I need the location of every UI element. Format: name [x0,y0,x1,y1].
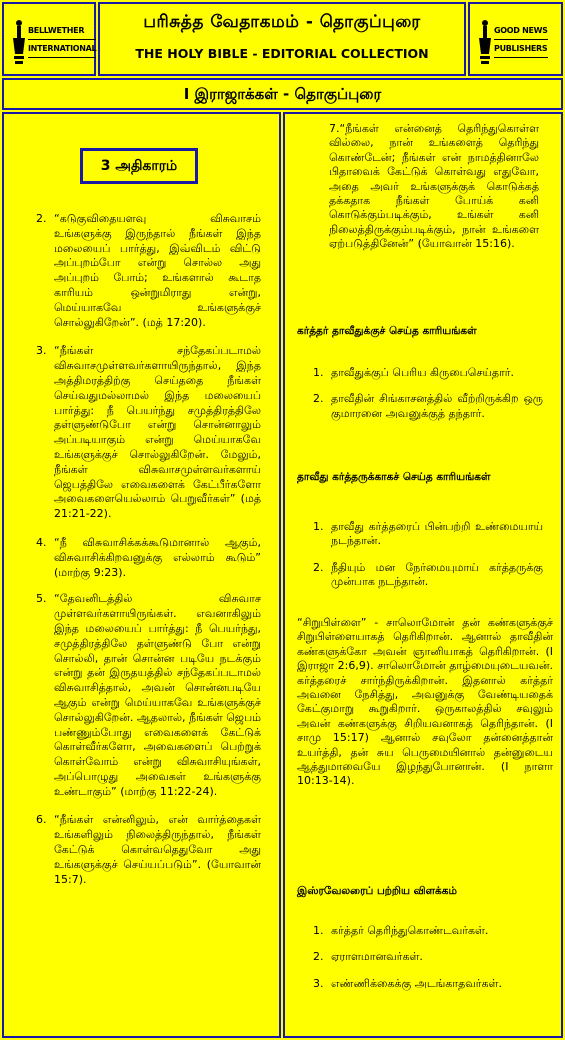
verse-7: 7.“நீங்கள் என்னைத் தெரிந்துகொள்ள வில்லை, நான் உங்களைத் தெரிந்து கொண்டேன்; நீங்கள் என் நாமத்தினாலே பிதாவைக் கேட்டுக் கொள்வது எதுவோ, அதை அவர் உங்களுக்குக் கொடுக்கத் தக்கதாக நீங்கள் போய்க் கனி கொடுக்கும்படிக்கும், உங்கள் கனி நிலைத்திருக்கும்படிக்கும், நான் உங்களை ஏற்படுத்தினேன்” (யோவான் 15:16). [329,122,539,251]
verse-text: “கடுகுவிதையளவு விசுவாசம் உங்களுக்கு இருந்தால் நீங்கள் இந்த மலையைப் பார்த்து, இவ்விடம் விட்டு அப்புறம்போ என்று சொல்ல அது அப்புறம் போம்; உங்களால் கூடாத காரியம் ஒன்றுமிராது என்று, மெய்யாகவே உங்களுக்குச் சொல்லுகிறேன்”. (மத் 17:20). [54,212,261,329]
section-heading: இஸ்ரவேலரைப் பற்றிய விளக்கம் [297,885,457,897]
list-number: 1. [313,366,324,379]
list-number: 2. [313,560,324,574]
list-number: 2. [313,950,324,964]
header-title-box [98,2,466,76]
david-deeds-list [285,520,557,602]
logo-text-line: PUBLISHERS [494,40,548,58]
verse-text: “தேவனிடத்தில் விசுவாச முள்ளவர்களாயிருங்கள். எவனாகிலும் இந்த மலையைப் பார்த்து: நீ பெயர்ந்து, சமுத்திரத்திலே தள்ளுண்டு போ என்று சொல்லி, தான் சொன்ன படியே நடக்கும் என்று தன் இருதயத்தில் சந்தேகப்படாமல் விசுவாசித்தால், அவன் சொன்னபடியே ஆகும் என்று மெய்யாகவே உங்களுக்குச் சொல்லுகிறேன். ஆதலால், நீங்கள் ஜெபம் பண்ணும்போது எவைகளைக் கேட்டுக் கொள்வீர்களோ, அவைகளைப் பெற்றுக் கொள்வோம் என்று விசுவாசியுங்கள், அப்பொழுது அவைகள் உங்களுக்கு உண்டாகும்” (மாற்கு 11:22-24). [54,592,261,798]
section-heading: கர்த்தர் தாவீதுக்குச் செய்த காரியங்கள் [297,325,477,337]
list-number: 3. [313,976,324,990]
list-text: எண்ணிக்கைக்கு அடங்காதவர்கள். [331,976,502,990]
book-title-bar [2,78,563,110]
bell-figure-icon [12,18,26,66]
list-item [285,950,557,964]
verse-text: “நீங்கள் சந்தேகப்படாமல் விசுவாசமுள்ளவர்களாயிருந்தால், இந்த அத்திமரத்திற்கு செய்ததை நீங்கள் செய்வதுமல்லாமல் இந்த மலையைப் பார்த்து: நீ பெயர்ந்து சமுத்திரத்திலே தள்ளுண்டுபோ என்று சொன்னாலும் அப்படியாகும் என்று மெய்யாகவே உங்களுக்குச் சொல்லுகிறேன். மேலும், நீங்கள் விசுவாசமுள்ளவர்களாய் ஜெபத்திலே எவைகளைக் கேட்பீர்களோ அவைகளையெல்லாம் பெறுவீர்கள்” (மத் 21:21-22). [54,344,261,521]
list-number: 1. [313,924,324,937]
english-title: THE HOLY BIBLE - EDITORIAL COLLECTION [135,46,429,61]
left-column [2,112,281,1038]
verse-number: 6. [36,813,47,827]
list-text: தாவீதின் சிங்காசனத்தில் வீற்றிருக்கிற ஒரு குமாரனை அவனுக்குத் தந்தார். [331,392,543,420]
list-number: 1. [313,520,324,533]
list-item [285,366,557,380]
publisher-logo-left [2,2,96,76]
list-item [4,592,279,799]
verse-text: “நீ விசுவாசிக்கக்கூடுமானால் ஆகும், விசுவாசிக்கிறவனுக்கு எல்லாம் கூடும்” (மாற்கு 9:23). [54,535,261,579]
tamil-title: பரிசுத்த வேதாகமம் - தொகுப்புரை [143,12,421,32]
list-item [285,520,557,549]
verse-list [4,212,279,901]
list-text: நீதியும் மன நேர்மையுமாய் கர்த்தருக்கு முன்பாக நடந்தான். [331,560,543,589]
verse-number: 5. [36,592,47,606]
list-item [4,536,279,580]
bell-figure-icon [478,18,492,66]
logo-text-line: BELLWETHER [28,22,96,40]
list-text: ஏராளமானவர்கள். [331,950,423,964]
list-item [4,344,279,522]
verse-number: 2. [36,212,47,225]
list-text: தாவீது கர்த்தரைப் பின்பற்றி உண்மையாய் நடந்தான். [331,520,543,548]
logo-text-line: INTERNATIONAL [28,40,96,58]
logo-text-line: GOOD NEWS [494,22,548,40]
list-item [285,977,557,991]
verse-number: 3. [36,344,47,358]
verse-number: 4. [36,535,47,549]
bellwether-logo [10,12,97,70]
list-item [4,212,279,330]
list-item [285,924,557,938]
list-text: கர்த்தர் தெரிந்துகொண்டவர்கள். [331,924,489,937]
right-column [283,112,563,1038]
list-item [285,561,557,590]
section-heading: தாவீது கர்த்தருக்காகச் செய்த காரியங்கள் [297,471,491,483]
list-number: 2. [313,392,324,406]
good-news-logo [476,12,556,70]
israel-list [285,924,557,1003]
list-item [285,392,557,421]
david-blessings-list [285,366,557,433]
book-title: I இராஜாக்கள் - தொகுப்புரை [183,85,382,103]
list-text: தாவீதுக்குப் பெரிய கிருபைசெய்தார். [331,366,515,379]
chapter-label: 3 அதிகாரம் [80,148,198,184]
verse-text: “நீங்கள் என்னிலும், என் வார்த்தைகள் உங்களிலும் நிலைத்திருந்தால், நீங்கள் கேட்டுக் கொள்வதெதுவோ அது உங்களுக்குச் செய்யப்படும்”. (யோவான் 15:7). [54,813,261,886]
publisher-logo-right [468,2,563,76]
list-item [4,813,279,887]
commentary-paragraph: “சிறுபிள்ளை” - சாலொமோன் தன் கண்களுக்குச் சிறுபிள்ளையாகத் தெரிகிறான். ஆனால் தாவீதின் கண்களுக்கோ அவன் ஞானியாகத் தெரிகிறான். (I இராஜா 2:6,9). சாலொமோன் தாழ்மையுடையவன். கர்த்தரைச் சார்ந்திருக்கிறான். இதனால் கர்த்தர் அவனை நேசித்து, அவனுக்கு வேண்டியதைக் கேட்குமாறு கூறுகிறார். ஒருகாலத்தில் சவுலும் அவன் கண்களுக்கு சிறியவனாகத் தெரிந்தான். (I சாமு 15:17) ஆனால் சவுலோ தன்னைத்தான் உயர்த்தி, தன் சுய பெருமையினால் தன்னுடைய ஆத்துமாவையே இழந்துபோனான். (I நாளா 10:13-14). [297,616,553,788]
